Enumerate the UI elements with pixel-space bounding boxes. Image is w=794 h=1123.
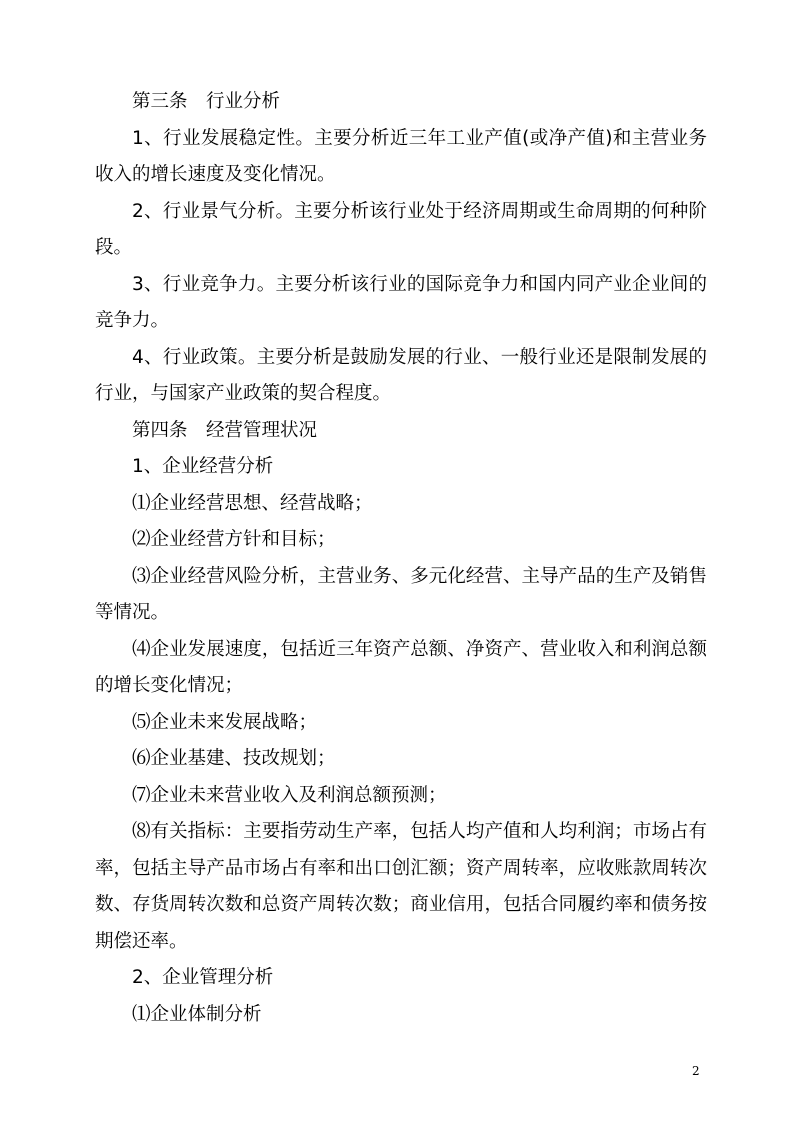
list-item-8: ⑻有关指标：主要指劳动生产率，包括人均产值和人均利润；市场占有率，包括主导产品市场占有率和出口创汇额；资产周转率，应收账款周转次数、存货周转次数和总资产周转次数；商业信用，包括合同履约率和债务按期偿还率。 [95,821,707,952]
section-heading-article-4: 第四条 经营管理状况 [132,419,318,441]
list-item-6: ⑹企业基建、技改规划； [132,748,336,769]
list-item-7: ⑺企业未来营业收入及利润总额预测； [132,784,447,806]
paragraph-industry-prosperity: 2、行业景气分析。主要分析该行业处于经济周期或生命周期的何种阶段。 [95,200,707,258]
paragraph-industry-competitiveness: 3、行业竞争力。主要分析该行业的国际竞争力和国内同产业企业间的竞争力。 [95,273,707,331]
list-item-management-1: ⑴企业体制分析 [132,1003,262,1025]
list-item-2: ⑵企业经营方针和目标； [132,529,336,550]
paragraph-industry-policy: 4、行业政策。主要分析是鼓励发展的行业、一般行业还是限制发展的行业，与国家产业政策的契合程度。 [95,346,707,404]
list-item-4: ⑷企业发展速度，包括近三年资产总额、净资产、营业收入和利润总额的增长变化情况； [95,638,707,696]
subheading-operation-analysis: 1、企业经营分析 [132,456,274,477]
subheading-management-analysis: 2、企业管理分析 [132,967,274,988]
document-body [95,84,707,1033]
list-item-3: ⑶企业经营风险分析，主营业务、多元化经营、主导产品的生产及销售等情况。 [95,565,707,623]
list-item-5: ⑸企业未来发展战略； [132,711,318,733]
paragraph-industry-stability: 1、行业发展稳定性。主要分析近三年工业产值(或净产值)和主营业务收入的增长速度及变化情况。 [95,127,707,185]
page-number: 2 [692,1064,700,1078]
section-heading-article-3: 第三条 行业分析 [132,91,281,112]
list-item-1: ⑴企业经营思想、经营战略； [132,492,373,514]
